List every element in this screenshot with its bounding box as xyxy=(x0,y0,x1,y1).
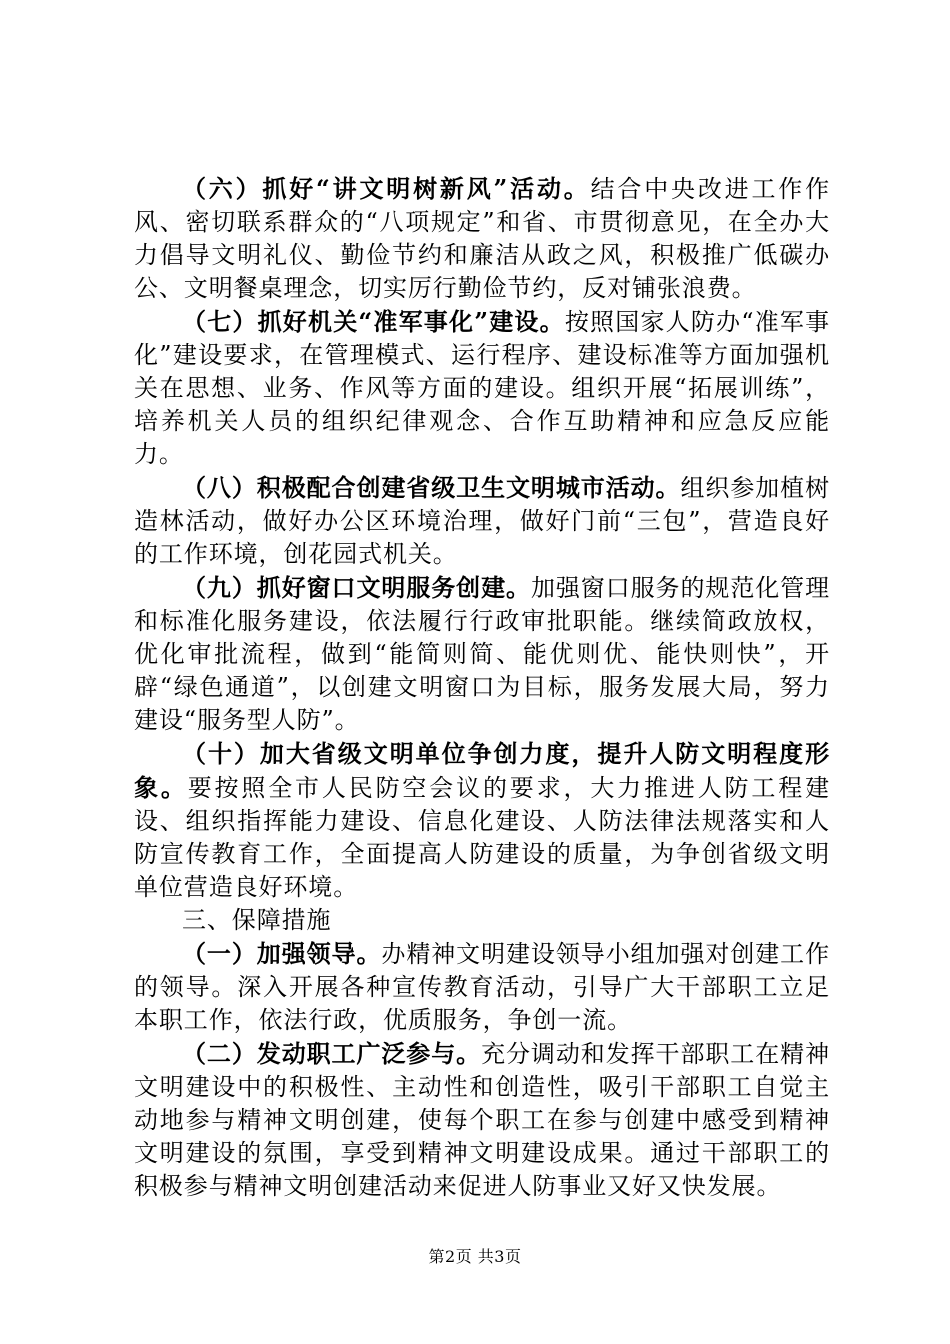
paragraph-6-text: 结合中央改进工作作风、密切联系群众的“八项规定”和省、市贯彻意见，在全办大力倡导文明礼仪、勤俭节约和廉洁从政之风，积极推广低碳办公、文明餐桌理念，切实厉行勤俭节约，反对铺张浪费。 xyxy=(134,175,830,302)
paragraph-9-text: 加强窗口服务的规范化管理和标准化服务建设，依法履行行政审批职能。继续简政放权，优化审批流程，做到“能简则简、能优则优、能快则快”，开辟“绿色通道”，以创建文明窗口为目标，服务发展大局，努力建设“服务型人防”。 xyxy=(134,574,830,734)
measure-2-text: 充分调动和发挥干部职工在精神文明建设中的积极性、主动性和创造性，吸引干部职工自觉主动地参与精神文明创建，使每个职工在参与创建中感受到精神文明建设的氛围，享受到精神文明建设成果。通过干部职工的积极参与精神文明创建活动来促进人防事业又好又快发展。 xyxy=(134,1040,830,1200)
measure-2 xyxy=(134,1037,830,1203)
paragraph-6-lead: （六）抓好“讲文明树新风”活动。 xyxy=(182,174,591,203)
paragraph-8-text: 组织参加植树造林活动，做好办公区环境治理，做好门前“三包”，营造良好的工作环境，创花园式机关。 xyxy=(134,474,831,568)
paragraph-8 xyxy=(134,471,830,571)
paragraph-6 xyxy=(134,172,830,305)
measure-1 xyxy=(134,937,830,1037)
measure-2-lead: （二）发动职工广泛参与。 xyxy=(182,1039,482,1068)
paragraph-7-text: 按照国家人防办“准军事化”建设要求，在管理模式、运行程序、建设标准等方面加强机关在思想、业务、作风等方面的建设。组织开展“拓展训练”，培养机关人员的组织纪律观念、合作互助精神和应急反应能力。 xyxy=(134,308,831,468)
page-number-label: 第2页 共3页 xyxy=(428,1247,522,1266)
document-body xyxy=(134,172,830,1203)
measure-1-lead: （一）加强领导。 xyxy=(182,939,382,968)
page-footer xyxy=(0,1247,950,1267)
section-heading: 三、保障措施 xyxy=(182,906,332,934)
paragraph-7-lead: （七）抓好机关“准军事化”建设。 xyxy=(182,307,565,336)
measure-1-text: 办精神文明建设领导小组加强对创建工作的领导。深入开展各种宣传教育活动，引导广大干部职工立足本职工作，依法行政，优质服务，争创一流。 xyxy=(134,940,830,1034)
paragraph-10-text: 要按照全市人民防空会议的要求，大力推进人防工程建设、组织指挥能力建设、信息化建设、人防法律法规落实和人防宣传教育工作，全面提高人防建设的质量，为争创省级文明单位营造良好环境。 xyxy=(134,774,830,901)
paragraph-9 xyxy=(134,571,830,737)
paragraph-7 xyxy=(134,305,830,471)
paragraph-8-lead: （八）积极配合创建省级卫生文明城市活动。 xyxy=(182,473,681,502)
paragraph-10-lead: （十）加大省级文明单位争创力度，提升人防文明程度形象。 xyxy=(134,739,830,802)
paragraph-9-lead: （九）抓好窗口文明服务创建。 xyxy=(182,573,531,602)
paragraph-10 xyxy=(134,737,830,904)
